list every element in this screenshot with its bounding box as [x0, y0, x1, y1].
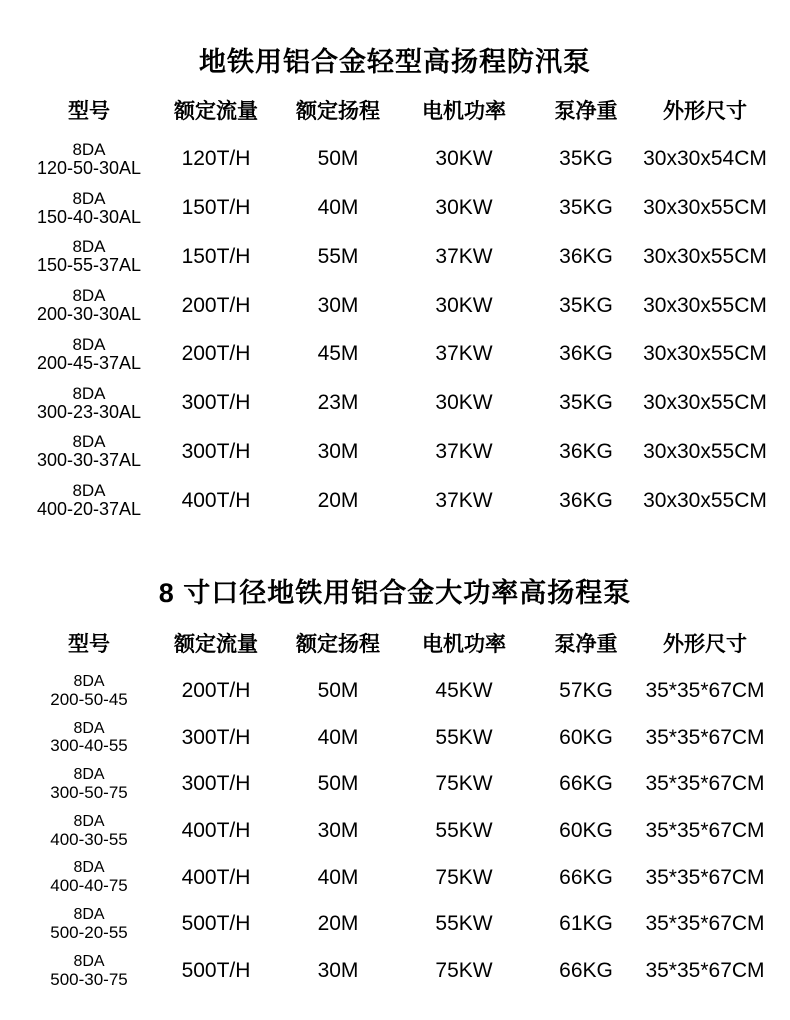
cell-flow: 200T/H: [181, 342, 251, 366]
cell-model: [23, 761, 155, 808]
cell-model: [23, 232, 155, 281]
model-code: 300-50-75: [50, 782, 128, 802]
section-1-title: 地铁用铝合金轻型高扬程防汛泵: [199, 47, 591, 77]
cell-power: 75KW: [435, 865, 493, 889]
cell-flow: 500T/H: [181, 912, 251, 936]
cell-size: 35*35*67CM: [645, 865, 765, 889]
model-code: 200-50-45: [50, 689, 128, 709]
cell-flow: 300T/H: [181, 772, 251, 796]
model-prefix: 8DA: [72, 286, 106, 306]
model-prefix: 8DA: [73, 672, 105, 690]
cell-power: 30KW: [435, 196, 493, 220]
column-header-weight: 泵净重: [554, 632, 618, 656]
section-2-title: 8 寸口径地铁用铝合金大功率高扬程泵: [158, 577, 632, 608]
cell-head: 50M: [317, 679, 359, 703]
cell-head: 50M: [317, 147, 359, 171]
column-header-head: 额定扬程: [296, 100, 380, 123]
table-row: [23, 948, 767, 995]
model-code: 400-40-75: [50, 876, 128, 896]
cell-head: 20M: [317, 488, 359, 512]
cell-flow: 400T/H: [181, 865, 251, 889]
table-row: [23, 281, 767, 330]
column-header-model: 型号: [68, 632, 110, 656]
cell-model: [23, 135, 155, 184]
cell-head: 50M: [317, 772, 359, 796]
table-row: [23, 330, 767, 379]
model-code: 200-45-37AL: [36, 352, 142, 373]
cell-head: 30M: [317, 959, 359, 983]
model-prefix: 8DA: [72, 140, 106, 159]
model-prefix: 8DA: [73, 859, 105, 877]
column-header-weight: 泵净重: [554, 100, 618, 123]
table-row: [23, 901, 767, 948]
cell-weight: 57KG: [559, 679, 613, 703]
table-row: [23, 715, 767, 762]
cell-weight: 36KG: [559, 342, 613, 366]
cell-size: 35*35*67CM: [645, 725, 765, 749]
cell-model: [23, 808, 155, 855]
model-prefix: 8DA: [72, 237, 106, 257]
table-row: [23, 135, 767, 184]
cell-power: 37KW: [435, 244, 493, 268]
cell-weight: 61KG: [559, 912, 613, 936]
cell-flow: 300T/H: [181, 725, 251, 749]
table-row: [23, 668, 767, 715]
cell-model: [23, 476, 155, 525]
spec-table-1: [23, 89, 767, 525]
cell-model: [23, 668, 155, 715]
cell-model: [23, 379, 155, 428]
column-header-size: 外形尺寸: [663, 632, 747, 656]
cell-size: 30x30x54CM: [643, 147, 767, 171]
cell-power: 37KW: [435, 488, 493, 512]
model-code: 150-40-30AL: [36, 206, 142, 227]
cell-size: 30x30x55CM: [643, 196, 767, 220]
cell-size: 30x30x55CM: [643, 488, 767, 512]
cell-flow: 300T/H: [181, 391, 251, 415]
column-header-power: 电机功率: [422, 632, 506, 656]
model-prefix: 8DA: [72, 188, 106, 208]
cell-weight: 35KG: [559, 293, 613, 317]
cell-power: 30KW: [435, 293, 493, 317]
model-prefix: 8DA: [73, 812, 105, 830]
cell-model: [23, 948, 155, 995]
cell-head: 55M: [317, 244, 359, 268]
cell-weight: 36KG: [559, 439, 613, 463]
table-header-row: [23, 622, 767, 668]
cell-size: 30x30x55CM: [643, 342, 767, 366]
table-row: [23, 232, 767, 281]
table-row: [23, 854, 767, 901]
cell-size: 35*35*67CM: [645, 912, 765, 936]
cell-model: [23, 854, 155, 901]
cell-head: 30M: [317, 439, 359, 463]
cell-weight: 66KG: [559, 772, 613, 796]
cell-flow: 300T/H: [181, 439, 251, 463]
table-row: [23, 476, 767, 525]
cell-head: 40M: [317, 196, 359, 220]
cell-model: [23, 184, 155, 233]
cell-head: 30M: [317, 819, 359, 843]
cell-model: [23, 281, 155, 330]
model-code: 400-30-55: [50, 829, 128, 849]
cell-size: 35*35*67CM: [645, 819, 765, 843]
column-header-flow: 额定流量: [174, 632, 258, 656]
column-header-head: 额定扬程: [296, 632, 380, 656]
model-prefix: 8DA: [72, 432, 106, 452]
model-code: 400-20-37AL: [36, 498, 142, 519]
model-prefix: 8DA: [72, 481, 106, 501]
model-prefix: 8DA: [73, 952, 105, 970]
cell-size: 30x30x55CM: [643, 391, 767, 415]
cell-power: 45KW: [435, 679, 493, 703]
model-prefix: 8DA: [72, 334, 106, 354]
cell-size: 30x30x55CM: [643, 244, 767, 268]
cell-weight: 66KG: [559, 865, 613, 889]
cell-power: 37KW: [435, 439, 493, 463]
cell-flow: 120T/H: [181, 147, 251, 171]
table-row: [23, 761, 767, 808]
cell-weight: 35KG: [559, 196, 613, 220]
model-code: 150-55-37AL: [36, 255, 142, 276]
cell-head: 30M: [317, 293, 359, 317]
cell-size: 30x30x55CM: [643, 293, 767, 317]
table-row: [23, 427, 767, 476]
model-code: 200-30-30AL: [36, 304, 142, 325]
cell-weight: 36KG: [559, 244, 613, 268]
cell-power: 37KW: [435, 342, 493, 366]
cell-weight: 60KG: [559, 725, 613, 749]
model-prefix: 8DA: [72, 383, 106, 403]
table-header-row: [23, 89, 767, 135]
model-code: 500-30-75: [50, 969, 128, 989]
cell-power: 55KW: [435, 725, 493, 749]
cell-size: 35*35*67CM: [645, 772, 765, 796]
cell-weight: 60KG: [559, 819, 613, 843]
cell-flow: 500T/H: [181, 959, 251, 983]
cell-power: 75KW: [435, 772, 493, 796]
cell-size: 35*35*67CM: [645, 679, 765, 703]
cell-power: 30KW: [435, 391, 493, 415]
cell-power: 55KW: [435, 912, 493, 936]
cell-weight: 66KG: [559, 959, 613, 983]
cell-power: 75KW: [435, 959, 493, 983]
cell-head: 20M: [317, 912, 359, 936]
cell-flow: 200T/H: [181, 293, 251, 317]
cell-flow: 150T/H: [181, 244, 251, 268]
cell-weight: 35KG: [559, 147, 613, 171]
model-prefix: 8DA: [73, 719, 105, 737]
table-row: [23, 808, 767, 855]
model-code: 500-20-55: [50, 922, 128, 942]
cell-flow: 400T/H: [181, 819, 251, 843]
cell-power: 30KW: [435, 147, 493, 171]
spec-table-2: [23, 622, 767, 994]
cell-model: [23, 715, 155, 762]
spec-section-2: [0, 525, 790, 994]
cell-size: 35*35*67CM: [645, 959, 765, 983]
cell-weight: 36KG: [559, 488, 613, 512]
column-header-power: 电机功率: [422, 100, 506, 123]
cell-flow: 150T/H: [181, 196, 251, 220]
cell-model: [23, 901, 155, 948]
table-row: [23, 184, 767, 233]
column-header-model: 型号: [68, 100, 110, 123]
cell-size: 30x30x55CM: [643, 439, 767, 463]
cell-model: [23, 427, 155, 476]
cell-power: 55KW: [435, 819, 493, 843]
cell-head: 23M: [317, 391, 359, 415]
model-code: 300-23-30AL: [36, 401, 142, 422]
model-prefix: 8DA: [73, 766, 105, 784]
cell-head: 40M: [317, 865, 359, 889]
model-prefix: 8DA: [73, 906, 105, 924]
model-code: 300-40-55: [50, 736, 128, 756]
model-code: 300-30-37AL: [36, 450, 142, 471]
cell-head: 45M: [317, 342, 359, 366]
cell-model: [23, 330, 155, 379]
cell-weight: 35KG: [559, 391, 613, 415]
cell-flow: 400T/H: [181, 488, 251, 512]
column-header-flow: 额定流量: [174, 100, 258, 123]
column-header-size: 外形尺寸: [663, 100, 747, 123]
table-row: [23, 379, 767, 428]
cell-flow: 200T/H: [181, 679, 251, 703]
model-code: 120-50-30AL: [36, 157, 142, 178]
cell-head: 40M: [317, 725, 359, 749]
